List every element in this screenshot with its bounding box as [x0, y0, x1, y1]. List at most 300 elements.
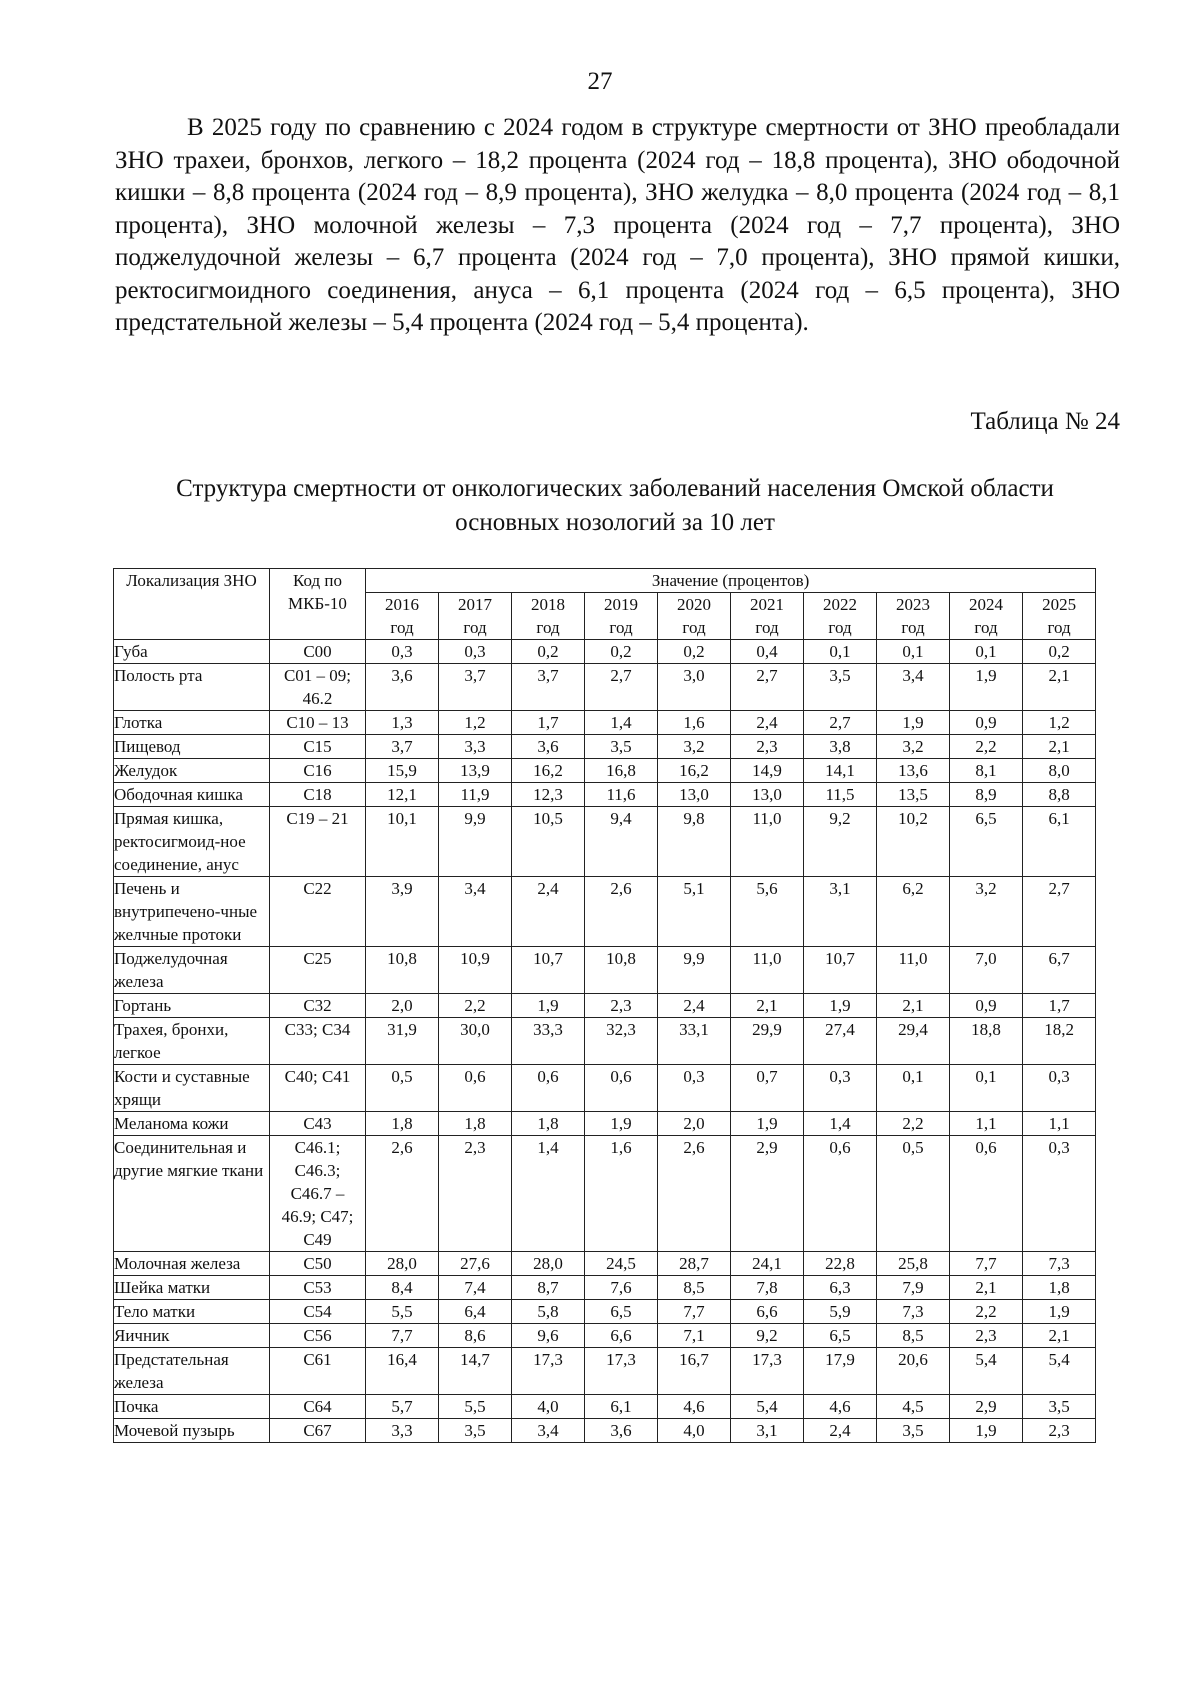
cell-value: 3,5: [1023, 1395, 1096, 1419]
cell-value: 4,0: [512, 1395, 585, 1419]
cell-value: 6,5: [804, 1324, 877, 1348]
cell-value: 9,2: [731, 1324, 804, 1348]
cell-value: 14,7: [439, 1348, 512, 1395]
cell-value: 2,4: [731, 711, 804, 735]
cell-value: 3,1: [804, 877, 877, 947]
cell-value: 1,9: [512, 994, 585, 1018]
header-year-number: 2021: [750, 595, 784, 614]
table-row: [114, 807, 1096, 877]
cell-value: 13,5: [877, 783, 950, 807]
header-year-suffix: год: [463, 618, 487, 637]
cell-icd-code: C50: [270, 1252, 366, 1276]
cell-value: 11,0: [731, 807, 804, 877]
cell-value: 0,6: [512, 1065, 585, 1112]
cell-icd-code: C67: [270, 1419, 366, 1443]
table-title: [100, 472, 1130, 540]
cell-icd-code: C53: [270, 1276, 366, 1300]
cell-value: 6,2: [877, 877, 950, 947]
header-year-number: 2019: [604, 595, 638, 614]
cell-value: 7,6: [585, 1276, 658, 1300]
cell-value: 11,0: [731, 947, 804, 994]
cell-icd-code: C56: [270, 1324, 366, 1348]
cell-value: 5,1: [658, 877, 731, 947]
cell-value: 9,9: [439, 807, 512, 877]
cell-localization: Трахея, бронхи, легкое: [114, 1018, 270, 1065]
cell-value: 9,8: [658, 807, 731, 877]
header-year-number: 2020: [677, 595, 711, 614]
cell-value: 1,4: [512, 1136, 585, 1252]
cell-localization: Кости и суставные хрящи: [114, 1065, 270, 1112]
cell-value: 3,6: [512, 735, 585, 759]
cell-value: 3,0: [658, 664, 731, 711]
table-row: [114, 1065, 1096, 1112]
cell-value: 2,2: [950, 735, 1023, 759]
cell-value: 7,4: [439, 1276, 512, 1300]
cell-value: 2,1: [1023, 1324, 1096, 1348]
cell-icd-code: C40; C41: [270, 1065, 366, 1112]
cell-icd-code: C43: [270, 1112, 366, 1136]
cell-icd-code: C46.1; C46.3; C46.7 – 46.9; C47; C49: [270, 1136, 366, 1252]
cell-value: 6,5: [585, 1300, 658, 1324]
cell-value: 18,2: [1023, 1018, 1096, 1065]
header-year: [366, 593, 439, 640]
cell-value: 1,6: [658, 711, 731, 735]
table-row: [114, 947, 1096, 994]
table-row: [114, 1018, 1096, 1065]
cell-value: 7,8: [731, 1276, 804, 1300]
cell-value: 9,9: [658, 947, 731, 994]
cell-localization: Поджелудочная железа: [114, 947, 270, 994]
cell-value: 4,6: [804, 1395, 877, 1419]
cell-localization: Мочевой пузырь: [114, 1419, 270, 1443]
cell-value: 6,3: [804, 1276, 877, 1300]
cell-value: 10,8: [366, 947, 439, 994]
cell-value: 6,1: [585, 1395, 658, 1419]
cell-value: 3,3: [366, 1419, 439, 1443]
cell-localization: Желудок: [114, 759, 270, 783]
cell-value: 17,3: [731, 1348, 804, 1395]
cell-value: 0,3: [1023, 1065, 1096, 1112]
cell-value: 2,3: [439, 1136, 512, 1252]
cell-value: 0,1: [804, 640, 877, 664]
cell-value: 3,7: [366, 735, 439, 759]
cell-value: 30,0: [439, 1018, 512, 1065]
cell-value: 2,1: [1023, 735, 1096, 759]
cell-value: 24,1: [731, 1252, 804, 1276]
cell-value: 1,9: [1023, 1300, 1096, 1324]
cell-value: 3,4: [512, 1419, 585, 1443]
cell-value: 1,2: [439, 711, 512, 735]
cell-value: 3,8: [804, 735, 877, 759]
cell-value: 2,7: [585, 664, 658, 711]
cell-icd-code: C00: [270, 640, 366, 664]
header-year-number: 2023: [896, 595, 930, 614]
cell-value: 3,4: [877, 664, 950, 711]
header-year-number: 2018: [531, 595, 565, 614]
cell-localization: Шейка матки: [114, 1276, 270, 1300]
cell-icd-code: C33; C34: [270, 1018, 366, 1065]
table-row: [114, 1419, 1096, 1443]
cell-icd-code: C01 – 09; 46.2: [270, 664, 366, 711]
cell-localization: Соединительная и другие мягкие ткани: [114, 1136, 270, 1252]
cell-icd-code: C64: [270, 1395, 366, 1419]
cell-value: 7,1: [658, 1324, 731, 1348]
header-year: [731, 593, 804, 640]
cell-value: 13,6: [877, 759, 950, 783]
cell-value: 1,9: [731, 1112, 804, 1136]
header-year: [950, 593, 1023, 640]
cell-value: 18,8: [950, 1018, 1023, 1065]
cell-value: 8,1: [950, 759, 1023, 783]
cell-value: 0,2: [658, 640, 731, 664]
cell-icd-code: C15: [270, 735, 366, 759]
table-row: [114, 1348, 1096, 1395]
cell-value: 8,5: [877, 1324, 950, 1348]
cell-value: 8,6: [439, 1324, 512, 1348]
cell-localization: Почка: [114, 1395, 270, 1419]
cell-value: 1,6: [585, 1136, 658, 1252]
table-number: Таблица № 24: [970, 408, 1120, 435]
header-year-number: 2017: [458, 595, 492, 614]
cell-value: 2,1: [731, 994, 804, 1018]
table-row: [114, 1300, 1096, 1324]
cell-value: 3,4: [439, 877, 512, 947]
cell-icd-code: C22: [270, 877, 366, 947]
cell-icd-code: C16: [270, 759, 366, 783]
header-year: [804, 593, 877, 640]
cell-value: 3,6: [585, 1419, 658, 1443]
table-title-line-2: основных нозологий за 10 лет: [455, 509, 775, 536]
cell-value: 2,7: [1023, 877, 1096, 947]
cell-value: 4,0: [658, 1419, 731, 1443]
cell-localization: Глотка: [114, 711, 270, 735]
cell-value: 29,4: [877, 1018, 950, 1065]
cell-value: 10,7: [804, 947, 877, 994]
cell-localization: Молочная железа: [114, 1252, 270, 1276]
cell-value: 5,4: [1023, 1348, 1096, 1395]
cell-icd-code: C19 – 21: [270, 807, 366, 877]
header-code: Код по МКБ-10: [270, 569, 366, 640]
cell-value: 13,9: [439, 759, 512, 783]
cell-value: 6,4: [439, 1300, 512, 1324]
table-row: [114, 1324, 1096, 1348]
cell-value: 0,6: [439, 1065, 512, 1112]
header-year-number: 2025: [1042, 595, 1077, 614]
cell-value: 2,3: [1023, 1419, 1096, 1443]
cell-value: 0,3: [804, 1065, 877, 1112]
cell-value: 8,5: [658, 1276, 731, 1300]
cell-value: 1,9: [950, 1419, 1023, 1443]
header-year: [1023, 593, 1096, 640]
cell-value: 16,8: [585, 759, 658, 783]
cell-value: 10,8: [585, 947, 658, 994]
cell-value: 0,5: [366, 1065, 439, 1112]
cell-value: 0,6: [804, 1136, 877, 1252]
cell-value: 17,9: [804, 1348, 877, 1395]
cell-value: 3,3: [439, 735, 512, 759]
cell-value: 0,3: [366, 640, 439, 664]
cell-value: 2,1: [877, 994, 950, 1018]
cell-icd-code: C25: [270, 947, 366, 994]
cell-value: 3,5: [877, 1419, 950, 1443]
cell-value: 0,5: [877, 1136, 950, 1252]
cell-value: 2,6: [366, 1136, 439, 1252]
cell-value: 3,5: [804, 664, 877, 711]
cell-localization: Яичник: [114, 1324, 270, 1348]
header-year-suffix: год: [536, 618, 560, 637]
table-row: [114, 1276, 1096, 1300]
cell-value: 9,4: [585, 807, 658, 877]
cell-value: 2,6: [658, 1136, 731, 1252]
cell-value: 12,3: [512, 783, 585, 807]
cell-localization: Полость рта: [114, 664, 270, 711]
table-row: [114, 994, 1096, 1018]
table-row: [114, 877, 1096, 947]
table-row: [114, 664, 1096, 711]
body-paragraph: В 2025 году по сравнению с 2024 годом в структуре смертности от ЗНО преобладали ЗНО трахеи, бронхов, легкого – 18,2 процента (2024 год – 18,8 процента), ЗНО ободочной кишки – 8,8 процента (2024 год – 8,9 процента), ЗНО желудка – 8,0 процента (2024 год – 8,1 процента), ЗНО молочной железы – 7,3 процента (2024 год – 7,7 процента), ЗНО поджелудочной железы – 6,7 процента (2024 год – 7,0 процента), ЗНО прямой кишки, ректосигмоидного соединения, ануса – 6,1 процента (2024 год – 6,5 процента), ЗНО предстательной железы – 5,4 процента (2024 год – 5,4 процента).: [115, 114, 1120, 336]
header-year-suffix: год: [974, 618, 998, 637]
header-year: [585, 593, 658, 640]
cell-value: 0,9: [950, 994, 1023, 1018]
cell-value: 2,7: [731, 664, 804, 711]
cell-icd-code: C61: [270, 1348, 366, 1395]
cell-value: 5,7: [366, 1395, 439, 1419]
header-year-suffix: год: [828, 618, 852, 637]
cell-localization: Меланома кожи: [114, 1112, 270, 1136]
cell-value: 1,7: [512, 711, 585, 735]
cell-value: 13,0: [731, 783, 804, 807]
table-row: [114, 1252, 1096, 1276]
cell-value: 8,9: [950, 783, 1023, 807]
cell-value: 28,0: [512, 1252, 585, 1276]
cell-value: 3,2: [658, 735, 731, 759]
cell-value: 29,9: [731, 1018, 804, 1065]
cell-icd-code: C32: [270, 994, 366, 1018]
cell-value: 0,4: [731, 640, 804, 664]
cell-value: 22,8: [804, 1252, 877, 1276]
table-row: [114, 783, 1096, 807]
cell-value: 2,4: [804, 1419, 877, 1443]
cell-value: 5,9: [804, 1300, 877, 1324]
cell-value: 1,4: [585, 711, 658, 735]
cell-value: 9,6: [512, 1324, 585, 1348]
cell-value: 2,2: [439, 994, 512, 1018]
header-year: [512, 593, 585, 640]
cell-value: 28,0: [366, 1252, 439, 1276]
cell-value: 5,4: [950, 1348, 1023, 1395]
cell-value: 1,2: [1023, 711, 1096, 735]
cell-localization: Гортань: [114, 994, 270, 1018]
cell-icd-code: C18: [270, 783, 366, 807]
cell-value: 1,9: [877, 711, 950, 735]
cell-value: 1,1: [1023, 1112, 1096, 1136]
cell-value: 2,0: [366, 994, 439, 1018]
cell-value: 3,7: [512, 664, 585, 711]
cell-value: 7,7: [658, 1300, 731, 1324]
table-header-row-1: [114, 569, 1096, 593]
cell-value: 27,4: [804, 1018, 877, 1065]
cell-value: 16,2: [658, 759, 731, 783]
table-row: [114, 1136, 1096, 1252]
cell-value: 7,0: [950, 947, 1023, 994]
header-year-number: 2022: [823, 595, 857, 614]
header-values: Значение (процентов): [366, 569, 1096, 593]
cell-value: 6,1: [1023, 807, 1096, 877]
cell-value: 2,3: [731, 735, 804, 759]
cell-value: 2,3: [950, 1324, 1023, 1348]
cell-value: 1,4: [804, 1112, 877, 1136]
cell-value: 32,3: [585, 1018, 658, 1065]
cell-value: 11,5: [804, 783, 877, 807]
cell-value: 0,9: [950, 711, 1023, 735]
cell-value: 20,6: [877, 1348, 950, 1395]
table-row: [114, 1395, 1096, 1419]
cell-value: 14,9: [731, 759, 804, 783]
cell-value: 5,5: [366, 1300, 439, 1324]
cell-value: 0,3: [1023, 1136, 1096, 1252]
cell-value: 10,1: [366, 807, 439, 877]
cell-value: 33,1: [658, 1018, 731, 1065]
cell-localization: Губа: [114, 640, 270, 664]
cell-value: 3,1: [731, 1419, 804, 1443]
header-localization: Локализация ЗНО: [114, 569, 270, 640]
cell-value: 3,2: [877, 735, 950, 759]
cell-icd-code: C54: [270, 1300, 366, 1324]
cell-value: 6,6: [731, 1300, 804, 1324]
cell-value: 16,7: [658, 1348, 731, 1395]
cell-value: 16,2: [512, 759, 585, 783]
cell-value: 2,2: [877, 1112, 950, 1136]
cell-value: 2,3: [585, 994, 658, 1018]
cell-value: 10,5: [512, 807, 585, 877]
cell-value: 25,8: [877, 1252, 950, 1276]
cell-value: 11,6: [585, 783, 658, 807]
cell-value: 8,4: [366, 1276, 439, 1300]
cell-value: 3,9: [366, 877, 439, 947]
cell-value: 0,6: [585, 1065, 658, 1112]
cell-value: 0,2: [585, 640, 658, 664]
cell-value: 24,5: [585, 1252, 658, 1276]
cell-value: 33,3: [512, 1018, 585, 1065]
cell-value: 1,8: [1023, 1276, 1096, 1300]
cell-value: 7,3: [877, 1300, 950, 1324]
header-year-suffix: год: [390, 618, 414, 637]
cell-value: 10,7: [512, 947, 585, 994]
cell-value: 4,6: [658, 1395, 731, 1419]
cell-value: 6,7: [1023, 947, 1096, 994]
cell-value: 1,8: [439, 1112, 512, 1136]
cell-value: 14,1: [804, 759, 877, 783]
table-row: [114, 711, 1096, 735]
cell-value: 1,8: [366, 1112, 439, 1136]
cell-value: 10,9: [439, 947, 512, 994]
cell-value: 2,9: [731, 1136, 804, 1252]
cell-value: 0,1: [877, 1065, 950, 1112]
cell-value: 13,0: [658, 783, 731, 807]
cell-value: 3,5: [439, 1419, 512, 1443]
cell-value: 10,2: [877, 807, 950, 877]
cell-localization: Печень и внутрипечено-чные желчные протоки: [114, 877, 270, 947]
table-row: [114, 640, 1096, 664]
cell-value: 7,9: [877, 1276, 950, 1300]
cell-localization: Предстательная железа: [114, 1348, 270, 1395]
mortality-structure-table: [113, 568, 1096, 1443]
cell-value: 2,1: [950, 1276, 1023, 1300]
cell-value: 8,8: [1023, 783, 1096, 807]
cell-value: 3,6: [366, 664, 439, 711]
cell-value: 1,7: [1023, 994, 1096, 1018]
cell-value: 2,1: [1023, 664, 1096, 711]
header-year-number: 2024: [969, 595, 1003, 614]
cell-value: 6,6: [585, 1324, 658, 1348]
cell-value: 16,4: [366, 1348, 439, 1395]
cell-value: 5,4: [731, 1395, 804, 1419]
cell-value: 11,9: [439, 783, 512, 807]
cell-value: 15,9: [366, 759, 439, 783]
cell-localization: Ободочная кишка: [114, 783, 270, 807]
header-year: [658, 593, 731, 640]
header-year: [877, 593, 950, 640]
cell-value: 17,3: [512, 1348, 585, 1395]
cell-value: 9,2: [804, 807, 877, 877]
cell-value: 1,8: [512, 1112, 585, 1136]
page-number: 27: [587, 68, 613, 95]
cell-localization: Прямая кишка, ректосигмоид-ное соединение, анус: [114, 807, 270, 877]
cell-value: 27,6: [439, 1252, 512, 1276]
cell-icd-code: C10 – 13: [270, 711, 366, 735]
cell-value: 0,3: [658, 1065, 731, 1112]
cell-value: 0,1: [950, 640, 1023, 664]
header-year-suffix: год: [755, 618, 779, 637]
table-title-line-1: Структура смертности от онкологических заболеваний населения Омской области: [176, 475, 1054, 502]
cell-value: 2,7: [804, 711, 877, 735]
cell-value: 1,1: [950, 1112, 1023, 1136]
cell-value: 2,9: [950, 1395, 1023, 1419]
cell-localization: Тело матки: [114, 1300, 270, 1324]
cell-value: 2,6: [585, 877, 658, 947]
cell-value: 8,0: [1023, 759, 1096, 783]
table-row: [114, 735, 1096, 759]
header-year-suffix: год: [1047, 618, 1071, 637]
header-year: [439, 593, 512, 640]
cell-value: 6,5: [950, 807, 1023, 877]
cell-value: 2,2: [950, 1300, 1023, 1324]
cell-value: 5,5: [439, 1395, 512, 1419]
cell-value: 1,3: [366, 711, 439, 735]
cell-value: 5,8: [512, 1300, 585, 1324]
cell-value: 4,5: [877, 1395, 950, 1419]
cell-value: 0,2: [512, 640, 585, 664]
cell-value: 0,2: [1023, 640, 1096, 664]
cell-value: 0,1: [950, 1065, 1023, 1112]
cell-value: 2,0: [658, 1112, 731, 1136]
cell-value: 11,0: [877, 947, 950, 994]
header-year-suffix: год: [901, 618, 925, 637]
cell-value: 8,7: [512, 1276, 585, 1300]
cell-value: 0,3: [439, 640, 512, 664]
table-row: [114, 1112, 1096, 1136]
cell-value: 0,1: [877, 640, 950, 664]
cell-value: 7,7: [366, 1324, 439, 1348]
cell-value: 3,5: [585, 735, 658, 759]
header-year-number: 2016: [385, 595, 419, 614]
cell-value: 5,6: [731, 877, 804, 947]
cell-value: 1,9: [804, 994, 877, 1018]
header-year-suffix: год: [609, 618, 633, 637]
cell-value: 12,1: [366, 783, 439, 807]
cell-value: 28,7: [658, 1252, 731, 1276]
cell-value: 0,7: [731, 1065, 804, 1112]
